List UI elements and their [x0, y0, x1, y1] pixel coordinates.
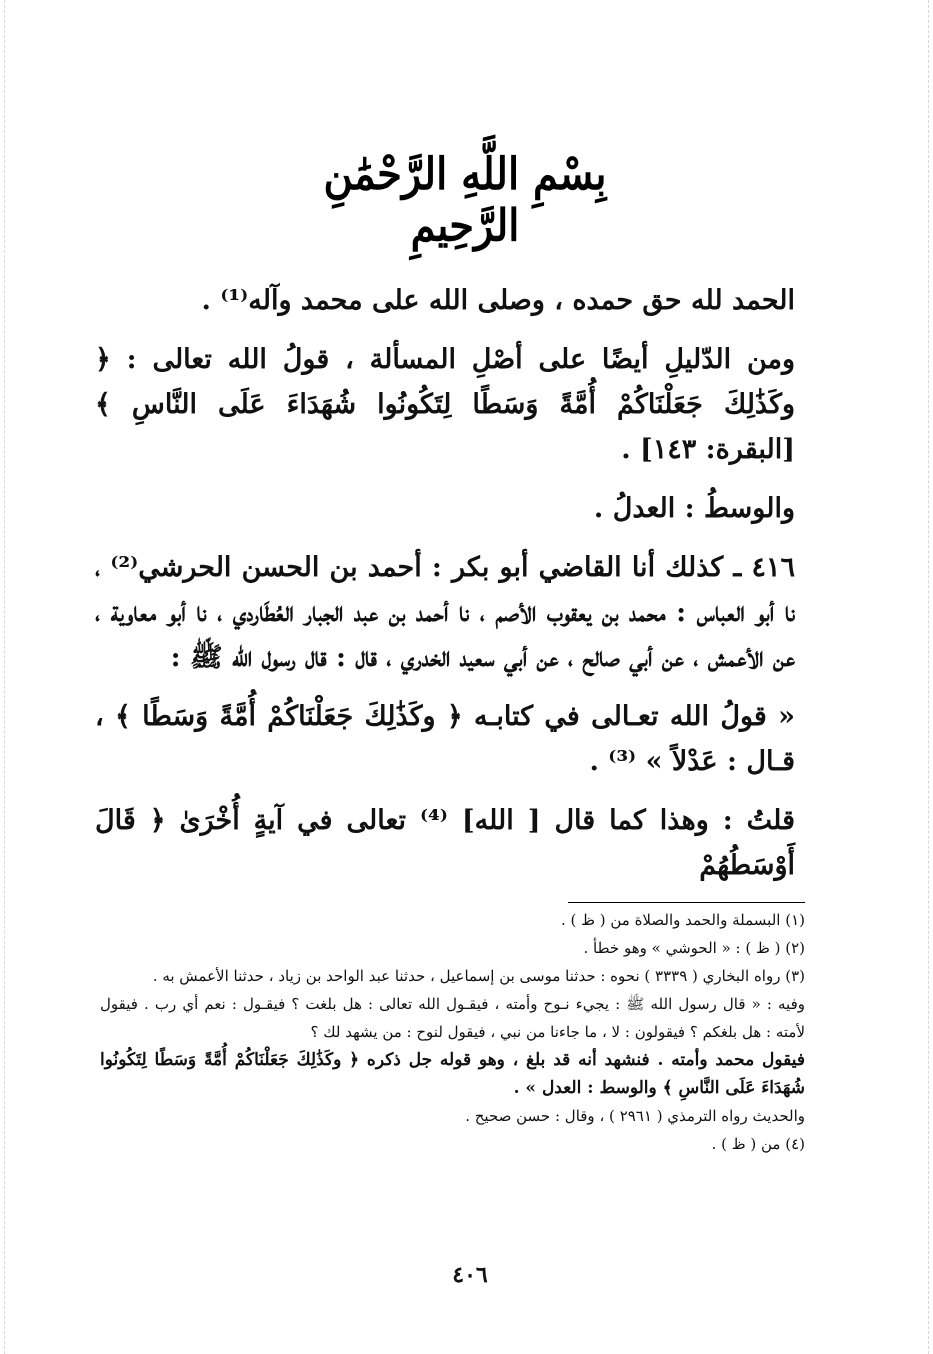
footnote-separator	[568, 902, 805, 903]
footnote-3: (٣) رواه البخاري ( ٣٣٣٩ ) نحوه : حدثنا موسى بن إسماعيل ، حدثنا عبد الواحد بن زياد ، حدثنا الأعمش به .	[152, 967, 805, 985]
basmala-header	[290, 148, 640, 252]
footnote-2: (٢) ( ظ ) : « الحوشي » وهو خطأ .	[583, 939, 805, 957]
evidence-paragraph: ومن الدّليلِ أيضًا على أصْلِ المسألة ، قولُ الله تعالى : ﴿ وكَذَٰلِكَ جَعَلْنَاكُمْ أُمَّةً وَسَطًا لِتَكُونُوا شُهَدَاءَ عَلَى النَّاسِ ﴾ [البقرة: ١٤٣] .	[95, 344, 795, 465]
hadith-416-chain: ٤١٦ ـ كذلك أنا القاضي أبو بكر : أحمد بن الحسن الحرشي⁽²⁾ ، نا أبو العباس : محمد بن يعقوب الأصم ، نا أحمد بن عبد الجبار العُطَاردي ، نا أبو معاوية ، عن الأعمش ، عن أبي صالح ، عن أبي سعيد الخدري ، قال : قال رسول الله ﷺ :	[95, 552, 795, 673]
main-text	[95, 278, 795, 902]
scan-edge-line	[4, 0, 5, 1354]
footnotes	[100, 906, 805, 1158]
scan-edge-line	[928, 0, 929, 1354]
page-number: ٤٠٦	[452, 1262, 488, 1288]
commentary-line: قلتُ : وهذا كما قال [ الله] ⁽⁴⁾ تعالى في آيةٍ أُخْرَىٰ ﴿ قَالَ أَوْسَطُهُمْ	[95, 805, 795, 881]
footnote-4: (٤) من ( ظ ) .	[711, 1135, 805, 1153]
opening-praise: الحمد لله حق حمده ، وصلى الله على محمد وآله⁽¹⁾ .	[201, 285, 795, 316]
definition-line: والوسطُ : العدلُ .	[593, 493, 795, 524]
footnote-1: (١) البسملة والحمد والصلاة من ( ظ ) .	[560, 911, 805, 929]
footnote-3-quran: فيقول محمد وأمته . فنشهد أنه قد بلغ ، وهو قوله جل ذكره ﴿ وكَذَٰلِكَ جَعَلْنَاكُمْ أُمَّةً وَسَطًا لِتَكُونُوا شُهَدَاءَ عَلَى النَّاسِ ﴾ والوسط : العدل » .	[100, 1050, 805, 1098]
hadith-416-text: « قولُ الله تعـالى في كتابـه ﴿ وكَذَٰلِكَ جَعَلْنَاكُمْ أُمَّةً وَسَطًا ﴾ ، قـال : عَدْلاً » ⁽³⁾ .	[95, 701, 795, 777]
basmala-calligraphy: بِسْمِ اللَّهِ الرَّحْمَٰنِ الرَّحِيمِ	[323, 148, 607, 252]
footnote-3-tirmidhi: والحديث رواه الترمذي ( ٢٩٦١ ) ، وقال : حسن صحيح .	[465, 1107, 805, 1125]
footnote-3-continued: وفيه : « قال رسول الله ﷺ : يجيء نـوح وأمته ، فيقـول الله تعالى : هل بلغت ؟ فيقـول : نعم أي رب . فيقول لأمته : هل بلغكم ؟ فيقولون : لا ، ما جاءنا من نبي ، فيقول لنوح : من يشهد لك ؟	[100, 995, 805, 1041]
